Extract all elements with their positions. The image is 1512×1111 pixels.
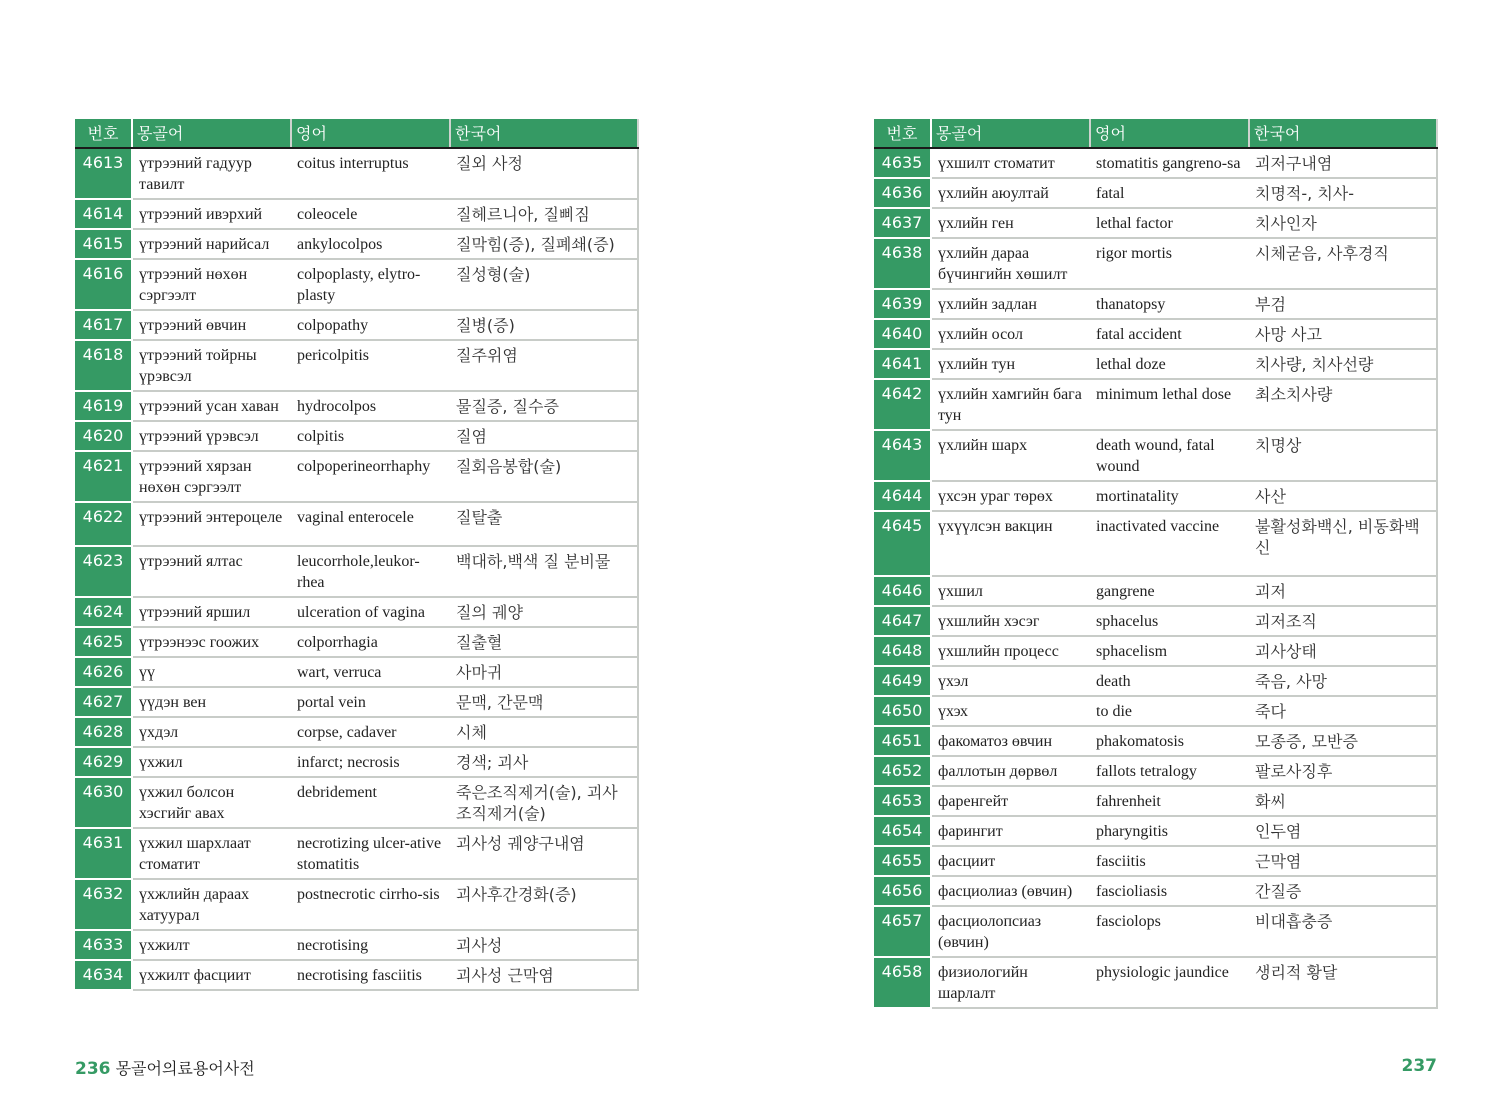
- english-term: fatal accident: [1090, 319, 1249, 349]
- korean-term: 괴저조직: [1249, 606, 1437, 636]
- korean-term: 괴저구내염: [1249, 148, 1437, 178]
- korean-term: 치명적-, 치사-: [1249, 178, 1437, 208]
- english-term: fascioliasis: [1090, 876, 1249, 906]
- entry-number: 4637: [874, 208, 931, 238]
- english-term: lethal factor: [1090, 208, 1249, 238]
- page-number-left: 236: [75, 1059, 111, 1079]
- english-term: vaginal enterocele: [291, 502, 450, 546]
- entry-number: 4650: [874, 696, 931, 726]
- table-row: [75, 930, 638, 960]
- english-term: hydrocolpos: [291, 391, 450, 421]
- mongolian-term: үхлийн дараа бүчингийн хөшилт: [931, 238, 1090, 289]
- korean-term: 괴사성 궤양구내염: [450, 828, 638, 879]
- table-row: [874, 756, 1437, 786]
- mongolian-term: үхлийн осол: [931, 319, 1090, 349]
- mongolian-term: үтрээний өвчин: [132, 310, 291, 340]
- english-term: phakomatosis: [1090, 726, 1249, 756]
- english-term: necrotising: [291, 930, 450, 960]
- table-row: [874, 957, 1437, 1008]
- mongolian-term: фаренгейт: [931, 786, 1090, 816]
- mongolian-term: үхлийн тун: [931, 349, 1090, 379]
- header-mongolian: 몽골어: [132, 119, 291, 148]
- table-row: [75, 687, 638, 717]
- mongolian-term: үтрээний гадуур тавилт: [132, 148, 291, 199]
- korean-term: 사마귀: [450, 657, 638, 687]
- korean-term: 문맥, 간문맥: [450, 687, 638, 717]
- mongolian-term: үтрээний ялтас: [132, 546, 291, 597]
- entry-number: 4641: [874, 349, 931, 379]
- mongolian-term: үтрээний энтероцеле: [132, 502, 291, 546]
- korean-term: 질의 궤양: [450, 597, 638, 627]
- english-term: death wound, fatal wound: [1090, 430, 1249, 481]
- table-row: [75, 777, 638, 828]
- entry-number: 4643: [874, 430, 931, 481]
- entry-number: 4635: [874, 148, 931, 178]
- table-row: [75, 657, 638, 687]
- left-table-body: [75, 148, 638, 990]
- english-term: debridement: [291, 777, 450, 828]
- korean-term: 질병(증): [450, 310, 638, 340]
- mongolian-term: үхлийн хамгийн бага тун: [931, 379, 1090, 430]
- english-term: sphacelism: [1090, 636, 1249, 666]
- entry-number: 4622: [75, 502, 132, 546]
- mongolian-term: үхлийн задлан: [931, 289, 1090, 319]
- table-row: [75, 747, 638, 777]
- korean-term: 간질증: [1249, 876, 1437, 906]
- mongolian-term: үхшил: [931, 576, 1090, 606]
- table-row: [75, 717, 638, 747]
- english-term: colpoperineorrhaphy: [291, 451, 450, 502]
- english-term: pericolpitis: [291, 340, 450, 391]
- table-header-row: [874, 119, 1437, 148]
- korean-term: 시체굳음, 사후경직: [1249, 238, 1437, 289]
- korean-term: 부검: [1249, 289, 1437, 319]
- entry-number: 4632: [75, 879, 132, 930]
- korean-term: 괴저: [1249, 576, 1437, 606]
- korean-term: 질염: [450, 421, 638, 451]
- english-term: coitus interruptus: [291, 148, 450, 199]
- header-english: 영어: [1090, 119, 1249, 148]
- mongolian-term: үхшилт стоматит: [931, 148, 1090, 178]
- header-english: 영어: [291, 119, 450, 148]
- mongolian-term: физиологийн шарлалт: [931, 957, 1090, 1008]
- english-term: physiologic jaundice: [1090, 957, 1249, 1008]
- right-term-table: [874, 119, 1438, 1009]
- korean-term: 근막염: [1249, 846, 1437, 876]
- entry-number: 4645: [874, 511, 931, 576]
- mongolian-term: фасциолиаз (өвчин): [931, 876, 1090, 906]
- english-term: thanatopsy: [1090, 289, 1249, 319]
- table-row: [75, 502, 638, 546]
- entry-number: 4649: [874, 666, 931, 696]
- mongolian-term: үтрээний нөхөн сэргээлт: [132, 259, 291, 310]
- entry-number: 4642: [874, 379, 931, 430]
- table-row: [874, 379, 1437, 430]
- table-row: [874, 876, 1437, 906]
- english-term: fatal: [1090, 178, 1249, 208]
- table-row: [75, 421, 638, 451]
- entry-number: 4618: [75, 340, 132, 391]
- table-row: [75, 310, 638, 340]
- entry-number: 4616: [75, 259, 132, 310]
- table-row: [75, 229, 638, 259]
- english-term: death: [1090, 666, 1249, 696]
- mongolian-term: үү: [132, 657, 291, 687]
- table-row: [874, 846, 1437, 876]
- mongolian-term: үхжил: [132, 747, 291, 777]
- entry-number: 4652: [874, 756, 931, 786]
- entry-number: 4623: [75, 546, 132, 597]
- mongolian-term: үхжил шархлаат стоматит: [132, 828, 291, 879]
- table-row: [874, 178, 1437, 208]
- english-term: to die: [1090, 696, 1249, 726]
- entry-number: 4634: [75, 960, 132, 990]
- english-term: colpitis: [291, 421, 450, 451]
- korean-term: 괴사성: [450, 930, 638, 960]
- mongolian-term: үхшлийн процесс: [931, 636, 1090, 666]
- mongolian-term: үхжилт: [132, 930, 291, 960]
- korean-term: 물질증, 질수증: [450, 391, 638, 421]
- korean-term: 사산: [1249, 481, 1437, 511]
- korean-term: 사망 사고: [1249, 319, 1437, 349]
- table-row: [874, 289, 1437, 319]
- english-term: inactivated vaccine: [1090, 511, 1249, 576]
- entry-number: 4651: [874, 726, 931, 756]
- korean-term: 화씨: [1249, 786, 1437, 816]
- table-row: [874, 636, 1437, 666]
- mongolian-term: үтрээний үрэвсэл: [132, 421, 291, 451]
- korean-term: 죽은조직제거(술), 괴사조직제거(술): [450, 777, 638, 828]
- entry-number: 4628: [75, 717, 132, 747]
- mongolian-term: үтрээний нарийсал: [132, 229, 291, 259]
- mongolian-term: үхдэл: [132, 717, 291, 747]
- entry-number: 4655: [874, 846, 931, 876]
- mongolian-term: үхсэн ураг төрөх: [931, 481, 1090, 511]
- entry-number: 4614: [75, 199, 132, 229]
- english-term: colporrhagia: [291, 627, 450, 657]
- left-term-table: [75, 119, 639, 991]
- korean-term: 괴사성 근막염: [450, 960, 638, 990]
- entry-number: 4630: [75, 777, 132, 828]
- korean-term: 백대하,백색 질 분비물: [450, 546, 638, 597]
- table-row: [75, 879, 638, 930]
- table-row: [874, 430, 1437, 481]
- page-number-right: 237: [1401, 1056, 1437, 1076]
- korean-term: 질성형(술): [450, 259, 638, 310]
- entry-number: 4654: [874, 816, 931, 846]
- korean-term: 질회음봉합(술): [450, 451, 638, 502]
- header-korean: 한국어: [1249, 119, 1437, 148]
- mongolian-term: үхжил болсон хэсгийг авах: [132, 777, 291, 828]
- mongolian-term: үтрээний тойрны үрэвсэл: [132, 340, 291, 391]
- entry-number: 4646: [874, 576, 931, 606]
- korean-term: 질외 사정: [450, 148, 638, 199]
- english-term: fasciitis: [1090, 846, 1249, 876]
- entry-number: 4648: [874, 636, 931, 666]
- english-term: wart, verruca: [291, 657, 450, 687]
- entry-number: 4617: [75, 310, 132, 340]
- table-row: [75, 828, 638, 879]
- korean-term: 인두염: [1249, 816, 1437, 846]
- korean-term: 최소치사량: [1249, 379, 1437, 430]
- korean-term: 죽다: [1249, 696, 1437, 726]
- mongolian-term: фасциит: [931, 846, 1090, 876]
- table-row: [75, 259, 638, 310]
- english-term: ankylocolpos: [291, 229, 450, 259]
- book-title: 몽골어의료용어사전: [115, 1059, 255, 1078]
- english-term: lethal doze: [1090, 349, 1249, 379]
- english-term: necrotising fasciitis: [291, 960, 450, 990]
- header-korean: 한국어: [450, 119, 638, 148]
- mongolian-term: үхүүлсэн вакцин: [931, 511, 1090, 576]
- korean-term: 질탈출: [450, 502, 638, 546]
- entry-number: 4613: [75, 148, 132, 199]
- table-row: [874, 816, 1437, 846]
- mongolian-term: үхшлийн хэсэг: [931, 606, 1090, 636]
- english-term: fahrenheit: [1090, 786, 1249, 816]
- entry-number: 4629: [75, 747, 132, 777]
- entry-number: 4640: [874, 319, 931, 349]
- english-term: pharyngitis: [1090, 816, 1249, 846]
- entry-number: 4658: [874, 957, 931, 1008]
- mongolian-term: факоматоз өвчин: [931, 726, 1090, 756]
- table-header-row: [75, 119, 638, 148]
- english-term: necrotizing ulcer-ative stomatitis: [291, 828, 450, 879]
- korean-term: 괴사후간경화(증): [450, 879, 638, 930]
- mongolian-term: үүдэн вен: [132, 687, 291, 717]
- korean-term: 모종증, 모반증: [1249, 726, 1437, 756]
- footer-left: [75, 1056, 255, 1079]
- table-row: [75, 391, 638, 421]
- korean-term: 죽음, 사망: [1249, 666, 1437, 696]
- mongolian-term: үхлийн шарх: [931, 430, 1090, 481]
- mongolian-term: фасциолопсиаз (өвчин): [931, 906, 1090, 957]
- mongolian-term: үхжилт фасциит: [132, 960, 291, 990]
- table-row: [874, 696, 1437, 726]
- table-row: [874, 238, 1437, 289]
- table-row: [874, 511, 1437, 576]
- mongolian-term: фарингит: [931, 816, 1090, 846]
- english-term: colpoplasty, elytro-plasty: [291, 259, 450, 310]
- table-row: [75, 340, 638, 391]
- table-row: [874, 319, 1437, 349]
- english-term: postnecrotic cirrho-sis: [291, 879, 450, 930]
- english-term: fasciolops: [1090, 906, 1249, 957]
- korean-term: 치사량, 치사선량: [1249, 349, 1437, 379]
- table-row: [75, 627, 638, 657]
- english-term: leucorrhole,leukor-rhea: [291, 546, 450, 597]
- korean-term: 비대흡충증: [1249, 906, 1437, 957]
- table-row: [75, 148, 638, 199]
- korean-term: 질막힘(증), 질폐쇄(증): [450, 229, 638, 259]
- header-number: 번호: [874, 119, 931, 148]
- english-term: rigor mortis: [1090, 238, 1249, 289]
- entry-number: 4653: [874, 786, 931, 816]
- entry-number: 4639: [874, 289, 931, 319]
- table-row: [874, 576, 1437, 606]
- english-term: colpopathy: [291, 310, 450, 340]
- mongolian-term: фаллотын дөрвөл: [931, 756, 1090, 786]
- table-row: [874, 726, 1437, 756]
- entry-number: 4620: [75, 421, 132, 451]
- table-row: [75, 199, 638, 229]
- korean-term: 치사인자: [1249, 208, 1437, 238]
- right-table-body: [874, 148, 1437, 1008]
- korean-term: 팔로사징후: [1249, 756, 1437, 786]
- english-term: infarct; necrosis: [291, 747, 450, 777]
- korean-term: 시체: [450, 717, 638, 747]
- entry-number: 4624: [75, 597, 132, 627]
- header-number: 번호: [75, 119, 132, 148]
- mongolian-term: үхлийн ген: [931, 208, 1090, 238]
- english-term: mortinatality: [1090, 481, 1249, 511]
- entry-number: 4644: [874, 481, 931, 511]
- mongolian-term: үхэх: [931, 696, 1090, 726]
- english-term: sphacelus: [1090, 606, 1249, 636]
- english-term: minimum lethal dose: [1090, 379, 1249, 430]
- english-term: coleocele: [291, 199, 450, 229]
- entry-number: 4615: [75, 229, 132, 259]
- header-mongolian: 몽골어: [931, 119, 1090, 148]
- mongolian-term: үтрээний хярзан нөхөн сэргээлт: [132, 451, 291, 502]
- entry-number: 4626: [75, 657, 132, 687]
- table-row: [874, 208, 1437, 238]
- entry-number: 4633: [75, 930, 132, 960]
- korean-term: 경색; 괴사: [450, 747, 638, 777]
- mongolian-term: үтрээний яршил: [132, 597, 291, 627]
- mongolian-term: үхэл: [931, 666, 1090, 696]
- entry-number: 4657: [874, 906, 931, 957]
- english-term: gangrene: [1090, 576, 1249, 606]
- korean-term: 생리적 황달: [1249, 957, 1437, 1008]
- table-row: [874, 349, 1437, 379]
- mongolian-term: үтрээний усан хаван: [132, 391, 291, 421]
- table-row: [874, 666, 1437, 696]
- table-row: [75, 597, 638, 627]
- entry-number: 4638: [874, 238, 931, 289]
- entry-number: 4636: [874, 178, 931, 208]
- korean-term: 치명상: [1249, 430, 1437, 481]
- entry-number: 4647: [874, 606, 931, 636]
- mongolian-term: үхлийн аюултай: [931, 178, 1090, 208]
- table-row: [874, 906, 1437, 957]
- table-row: [874, 786, 1437, 816]
- english-term: stomatitis gangreno-sa: [1090, 148, 1249, 178]
- table-row: [874, 606, 1437, 636]
- entry-number: 4621: [75, 451, 132, 502]
- mongolian-term: үхжлийн дараах хатуурал: [132, 879, 291, 930]
- table-row: [75, 451, 638, 502]
- english-term: portal vein: [291, 687, 450, 717]
- table-row: [874, 148, 1437, 178]
- korean-term: 질출혈: [450, 627, 638, 657]
- english-term: ulceration of vagina: [291, 597, 450, 627]
- mongolian-term: үтрээний ивэрхий: [132, 199, 291, 229]
- korean-term: 질주위염: [450, 340, 638, 391]
- mongolian-term: үтрээнээс гоожих: [132, 627, 291, 657]
- korean-term: 불활성화백신, 비동화백신: [1249, 511, 1437, 576]
- english-term: fallots tetralogy: [1090, 756, 1249, 786]
- english-term: corpse, cadaver: [291, 717, 450, 747]
- entry-number: 4625: [75, 627, 132, 657]
- entry-number: 4619: [75, 391, 132, 421]
- table-row: [75, 546, 638, 597]
- entry-number: 4631: [75, 828, 132, 879]
- entry-number: 4656: [874, 876, 931, 906]
- entry-number: 4627: [75, 687, 132, 717]
- table-row: [75, 960, 638, 990]
- table-row: [874, 481, 1437, 511]
- korean-term: 괴사상태: [1249, 636, 1437, 666]
- korean-term: 질헤르니아, 질삐짐: [450, 199, 638, 229]
